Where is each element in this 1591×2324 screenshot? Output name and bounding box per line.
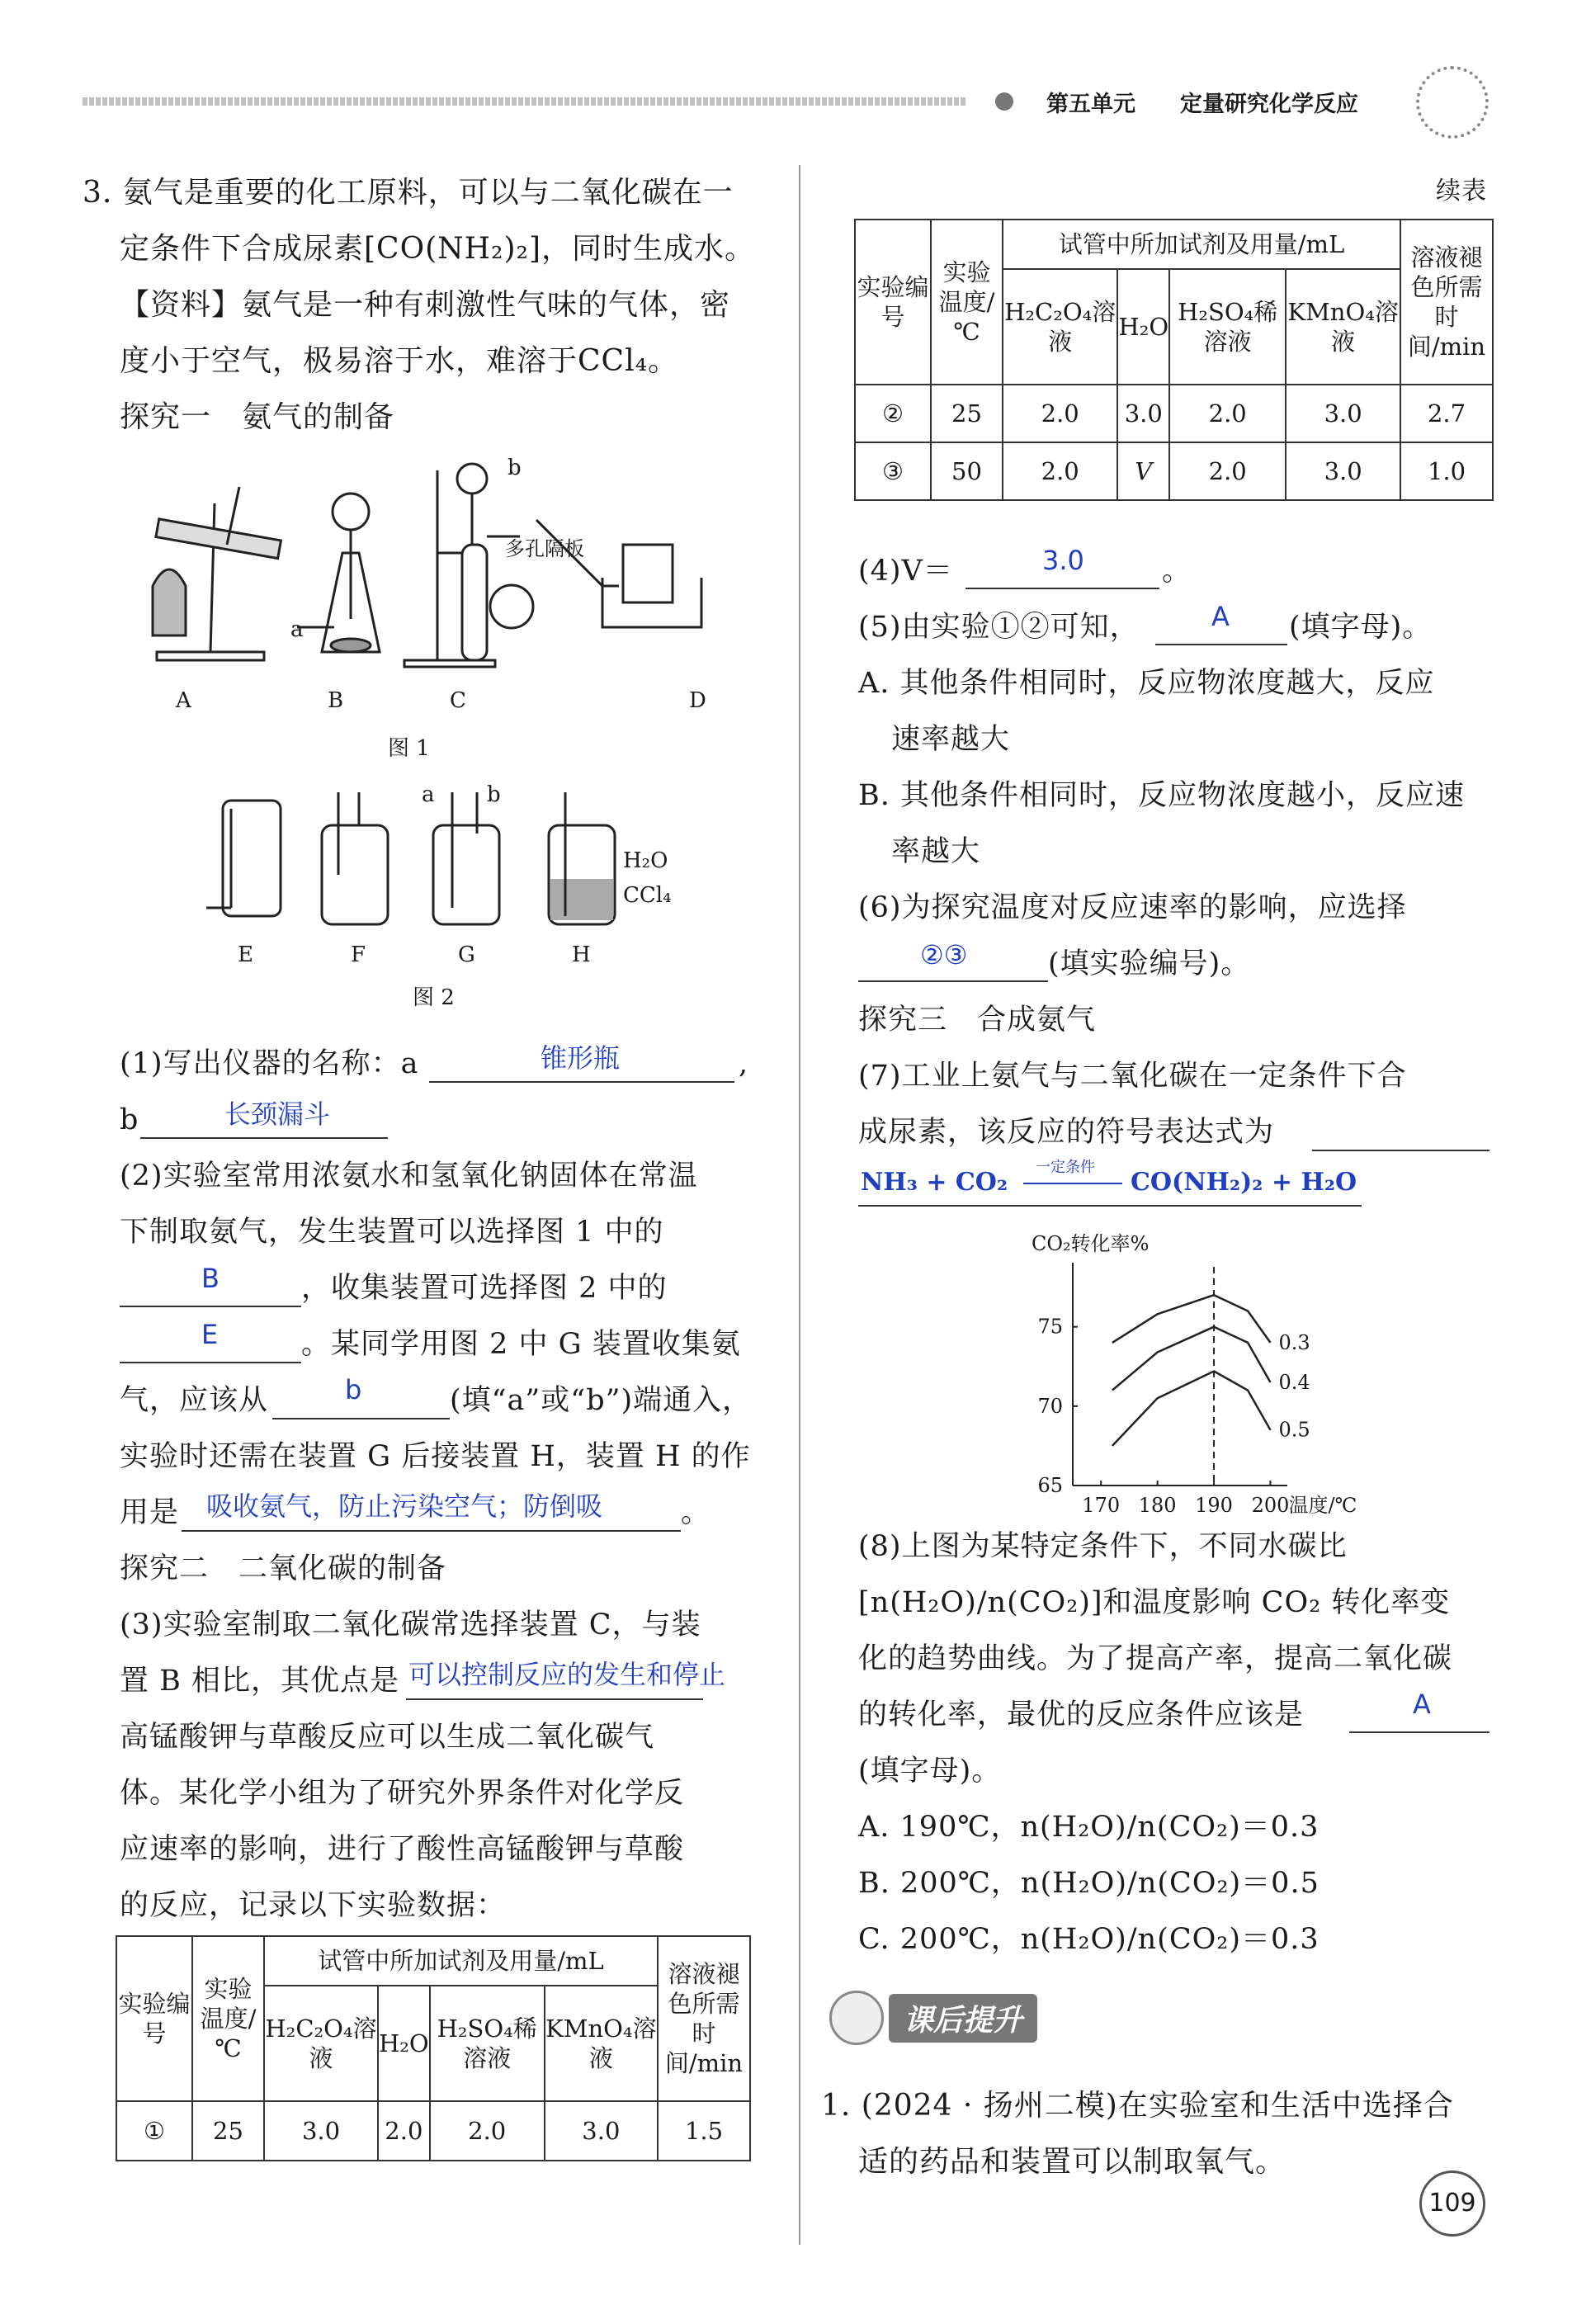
table-cell: 3.0	[1286, 385, 1400, 442]
p8-option-B: B. 200℃，n(H₂O)/n(CO₂)＝0.5	[858, 1867, 1320, 1900]
p3-3: 高锰酸钾与草酸反应可以生成二氧化碳气	[120, 1721, 655, 1754]
p2-2: 下制取氨气，发生装置可以选择图 1 中的	[120, 1216, 664, 1249]
p5-option-A-1: A. 其他条件相同时，反应物浓度越大，反应	[858, 667, 1435, 700]
porous-plate-label: 多孔隔板	[505, 537, 584, 560]
th-c4: KMnO₄溶液	[1286, 269, 1400, 385]
fig1-label-A: A	[176, 688, 191, 713]
header-unit: 第五单元	[1046, 92, 1135, 117]
th-temp: 实验温度/℃	[931, 220, 1003, 385]
table-cell: 1.0	[1400, 442, 1493, 500]
q3-intro-2: 定条件下合成尿素[CO(NH₂)₂]，同时生成水。	[120, 232, 755, 266]
table-row	[855, 442, 1493, 500]
p2-blank-1[interactable]	[120, 1306, 301, 1307]
table-row	[855, 385, 1493, 442]
section-banner	[829, 1987, 1077, 2047]
th-no: 实验编号	[855, 220, 931, 385]
p3-4: 体。某化学小组为了研究外界条件对化学反	[120, 1777, 685, 1810]
p2-5a: 气，应该从	[120, 1384, 269, 1417]
p5-tail: (填字母)。	[1289, 611, 1433, 644]
header-title: 定量研究化学反应	[1180, 92, 1358, 117]
x-tick-label: 200	[1251, 1494, 1290, 1517]
p1-b-blank[interactable]	[140, 1137, 388, 1139]
figure-2	[190, 784, 685, 941]
q3-info-1: 【资料】氨气是一种有刺激性气味的气体，密	[120, 288, 731, 322]
th-c3: H₂SO₄稀溶液	[1169, 269, 1286, 385]
p1-a: (1)写出仪器的名称：a	[120, 1047, 419, 1080]
fig1-label-b: b	[508, 456, 522, 480]
p6-answer: ②③	[920, 939, 968, 971]
th-c2: H₂O	[1117, 269, 1169, 385]
p3-blank[interactable]	[406, 1698, 703, 1700]
th-c3: H₂SO₄稀溶液	[430, 1986, 545, 2101]
p4-blank[interactable]	[965, 588, 1159, 589]
page-number: 109	[1428, 2189, 1476, 2218]
th-time: 溶液褪色所需时间/min	[1400, 220, 1493, 385]
figure-1	[132, 454, 776, 718]
fig2-h2o: H₂O	[623, 848, 668, 873]
series-label-0.4: 0.4	[1278, 1371, 1310, 1394]
p5: (5)由实验①②可知，	[858, 611, 1140, 644]
p8-option-A: A. 190℃，n(H₂O)/n(CO₂)＝0.3	[858, 1811, 1320, 1844]
series-label-0.3: 0.3	[1278, 1330, 1310, 1354]
p2-6: 实验时还需在装置 G 后接装置 H，装置 H 的作	[120, 1440, 751, 1473]
fig2-label-E: E	[238, 942, 253, 967]
table-row	[116, 2101, 750, 2161]
fig1-label-B: B	[328, 688, 344, 713]
column-divider	[799, 165, 800, 2245]
table-cell: 1.5	[658, 2101, 750, 2161]
p2-answer-2: E	[201, 1319, 219, 1350]
p7-1: (7)工业上氨气与二氧化碳在一定条件下合	[858, 1060, 1407, 1093]
series-label-0.5: 0.5	[1278, 1418, 1310, 1442]
p1-a-blank[interactable]	[429, 1081, 734, 1083]
header-flower-icon	[1416, 66, 1489, 139]
p6-2: (填实验编号)。	[1048, 947, 1251, 980]
q1-1: 1. (2024 · 扬州二模)在实验室和生活中选择合	[821, 2089, 1454, 2123]
p2-blank-3[interactable]	[272, 1418, 450, 1419]
p8-blank[interactable]	[1349, 1731, 1489, 1733]
x-axis-label: 温度/℃	[1288, 1494, 1357, 1517]
p3-5: 应速率的影响，进行了酸性高锰酸钾与草酸	[120, 1833, 685, 1866]
p3-6: 的反应，记录以下实验数据：	[120, 1889, 507, 1922]
co2-conversion-chart	[957, 1230, 1419, 1527]
p1-comma: ,	[739, 1047, 749, 1080]
x-tick-label: 180	[1138, 1494, 1177, 1517]
p2-5b: (填“a”或“b”)端通入，	[450, 1384, 753, 1417]
p8-answer: A	[1413, 1689, 1431, 1720]
p1-a-answer: 锥形瓶	[541, 1042, 621, 1074]
p5-blank[interactable]	[1155, 644, 1287, 645]
th-temp: 实验温度/℃	[192, 1936, 264, 2101]
fig1-label-C: C	[450, 688, 466, 713]
table-cell: 50	[931, 442, 1003, 500]
p3-answer: 可以控制反应的发生和停止	[408, 1659, 726, 1690]
fig2-caption: 图 2	[413, 985, 455, 1010]
p7-arrow	[1023, 1183, 1122, 1184]
p5-answer: A	[1211, 601, 1230, 632]
fig2-label-G: G	[458, 942, 475, 967]
data-table-right	[854, 219, 1494, 501]
table-cell: 2.0	[430, 2101, 545, 2161]
fig2-label-a: a	[422, 782, 435, 807]
p2-3: ，收集装置可选择图 2 中的	[301, 1272, 668, 1305]
p7-blank-1[interactable]	[1312, 1150, 1489, 1151]
series-line-0.5	[1112, 1372, 1271, 1446]
explore-3-title: 探究三 合成氨气	[858, 1004, 1097, 1037]
p1-b-answer: 长颈漏斗	[224, 1098, 331, 1130]
x-tick-label: 190	[1195, 1494, 1233, 1517]
table-continued: 续表	[1436, 177, 1487, 205]
page-number-badge	[1419, 2170, 1485, 2237]
table-cell: 2.0	[1003, 385, 1117, 442]
section-icon	[829, 1991, 884, 2045]
p2-4: 。某同学用图 2 中 G 装置收集氨	[301, 1328, 741, 1361]
table-cell: 25	[931, 385, 1003, 442]
fig1-label-a: a	[290, 617, 304, 642]
table-cell: V	[1117, 442, 1169, 500]
fig2-label-H: H	[572, 942, 591, 967]
table-cell: 3.0	[545, 2101, 658, 2161]
series-line-0.4	[1112, 1327, 1271, 1391]
data-table-left	[116, 1935, 751, 2161]
table-cell: 2.0	[1169, 442, 1286, 500]
y-tick-label: 75	[1037, 1315, 1063, 1339]
series-line-0.3	[1112, 1295, 1271, 1343]
p8-2: [n(H₂O)/n(CO₂)]和温度影响 CO₂ 转化率变	[858, 1586, 1451, 1619]
explore-2-title: 探究二 二氧化碳的制备	[120, 1552, 447, 1585]
section-title: 课后提升	[889, 1994, 1037, 2043]
p3-2: 置 B 相比，其优点是	[120, 1665, 399, 1698]
table-cell: 3.0	[1286, 442, 1400, 500]
table-cell: ①	[116, 2101, 192, 2161]
p8-option-C: C. 200℃，n(H₂O)/n(CO₂)＝0.3	[858, 1923, 1320, 1956]
p2-answer-1: B	[201, 1263, 220, 1294]
table-cell: 3.0	[1117, 385, 1169, 442]
p8-4: 的转化率，最优的反应条件应该是	[858, 1698, 1305, 1731]
p2-blank-4[interactable]	[182, 1530, 681, 1532]
explore-1-title: 探究一 氨气的制备	[120, 400, 395, 434]
table-cell: ③	[855, 442, 931, 500]
p7-answer-right: CO(NH₂)₂ + H₂O	[1131, 1168, 1357, 1197]
table-cell: 2.7	[1400, 385, 1493, 442]
p7-blank-2[interactable]	[858, 1205, 1362, 1207]
y-axis-label: CO₂转化率%	[1032, 1232, 1150, 1255]
q3-intro-1: 3. 氨气是重要的化工原料，可以与二氧化碳在一	[83, 176, 734, 210]
fig1-label-D: D	[689, 688, 706, 713]
th-no: 实验编号	[116, 1936, 192, 2101]
table-cell: 2.0	[1169, 385, 1286, 442]
q1-2: 适的药品和装置可以制取氧气。	[858, 2145, 1286, 2179]
p2-7: 用是	[120, 1496, 180, 1529]
y-tick-label: 70	[1037, 1394, 1063, 1418]
y-tick-label: 65	[1037, 1474, 1063, 1497]
p1-b: b	[120, 1103, 139, 1136]
p7-condition: 一定条件	[1036, 1159, 1095, 1176]
p5-option-A-2: 速率越大	[891, 723, 1011, 756]
p2-1: (2)实验室常用浓氨水和氢氧化钠固体在常温	[120, 1160, 698, 1193]
header-dot	[995, 92, 1013, 111]
th-c2: H₂O	[378, 1986, 430, 2101]
p8-5: (填字母)。	[858, 1755, 1002, 1788]
p7-answer-left: NH₃ + CO₂	[861, 1168, 1008, 1197]
th-group: 试管中所加试剂及用量/mL	[264, 1936, 658, 1986]
p4-period: 。	[1162, 555, 1192, 588]
x-tick-label: 170	[1082, 1494, 1121, 1517]
table-cell: 2.0	[378, 2101, 430, 2161]
p6-blank[interactable]	[858, 980, 1048, 982]
p6-1: (6)为探究温度对反应速率的影响，应选择	[858, 891, 1407, 924]
p3-1: (3)实验室制取二氧化碳常选择装置 C，与装	[120, 1608, 701, 1641]
p2-answer-3: b	[345, 1374, 362, 1405]
p8-1: (8)上图为某特定条件下，不同水碳比	[858, 1530, 1348, 1563]
th-c4: KMnO₄溶液	[545, 1986, 658, 2101]
th-time: 溶液褪色所需时间/min	[658, 1936, 750, 2101]
p2-period: 。	[681, 1496, 711, 1529]
table-cell: 2.0	[1003, 442, 1117, 500]
table-cell: ②	[855, 385, 931, 442]
q3-info-2: 度小于空气，极易溶于水，难溶于CCl₄。	[120, 344, 679, 378]
table-cell: 3.0	[264, 2101, 378, 2161]
header-rule	[83, 97, 965, 106]
p2-answer-4: 吸收氨气，防止污染空气；防倒吸	[206, 1490, 603, 1522]
p5-option-B-2: 率越大	[891, 835, 981, 868]
p7-2: 成尿素，该反应的符号表达式为	[858, 1116, 1275, 1149]
p4: (4)V＝	[858, 555, 953, 588]
th-group: 试管中所加试剂及用量/mL	[1003, 220, 1400, 269]
fig1-caption: 图 1	[388, 736, 430, 761]
fig2-label-b: b	[487, 782, 501, 807]
fig2-ccl4: CCl₄	[623, 883, 672, 908]
th-c1: H₂C₂O₄溶液	[264, 1986, 378, 2101]
th-c1: H₂C₂O₄溶液	[1003, 269, 1117, 385]
p5-option-B-1: B. 其他条件相同时，反应物浓度越小，反应速	[858, 779, 1465, 812]
fig2-label-F: F	[351, 942, 366, 967]
p2-blank-2[interactable]	[120, 1362, 301, 1363]
p8-3: 化的趋势曲线。为了提高产率，提高二氧化碳	[858, 1642, 1453, 1675]
table-cell: 25	[192, 2101, 264, 2161]
p4-answer: 3.0	[1042, 545, 1084, 576]
